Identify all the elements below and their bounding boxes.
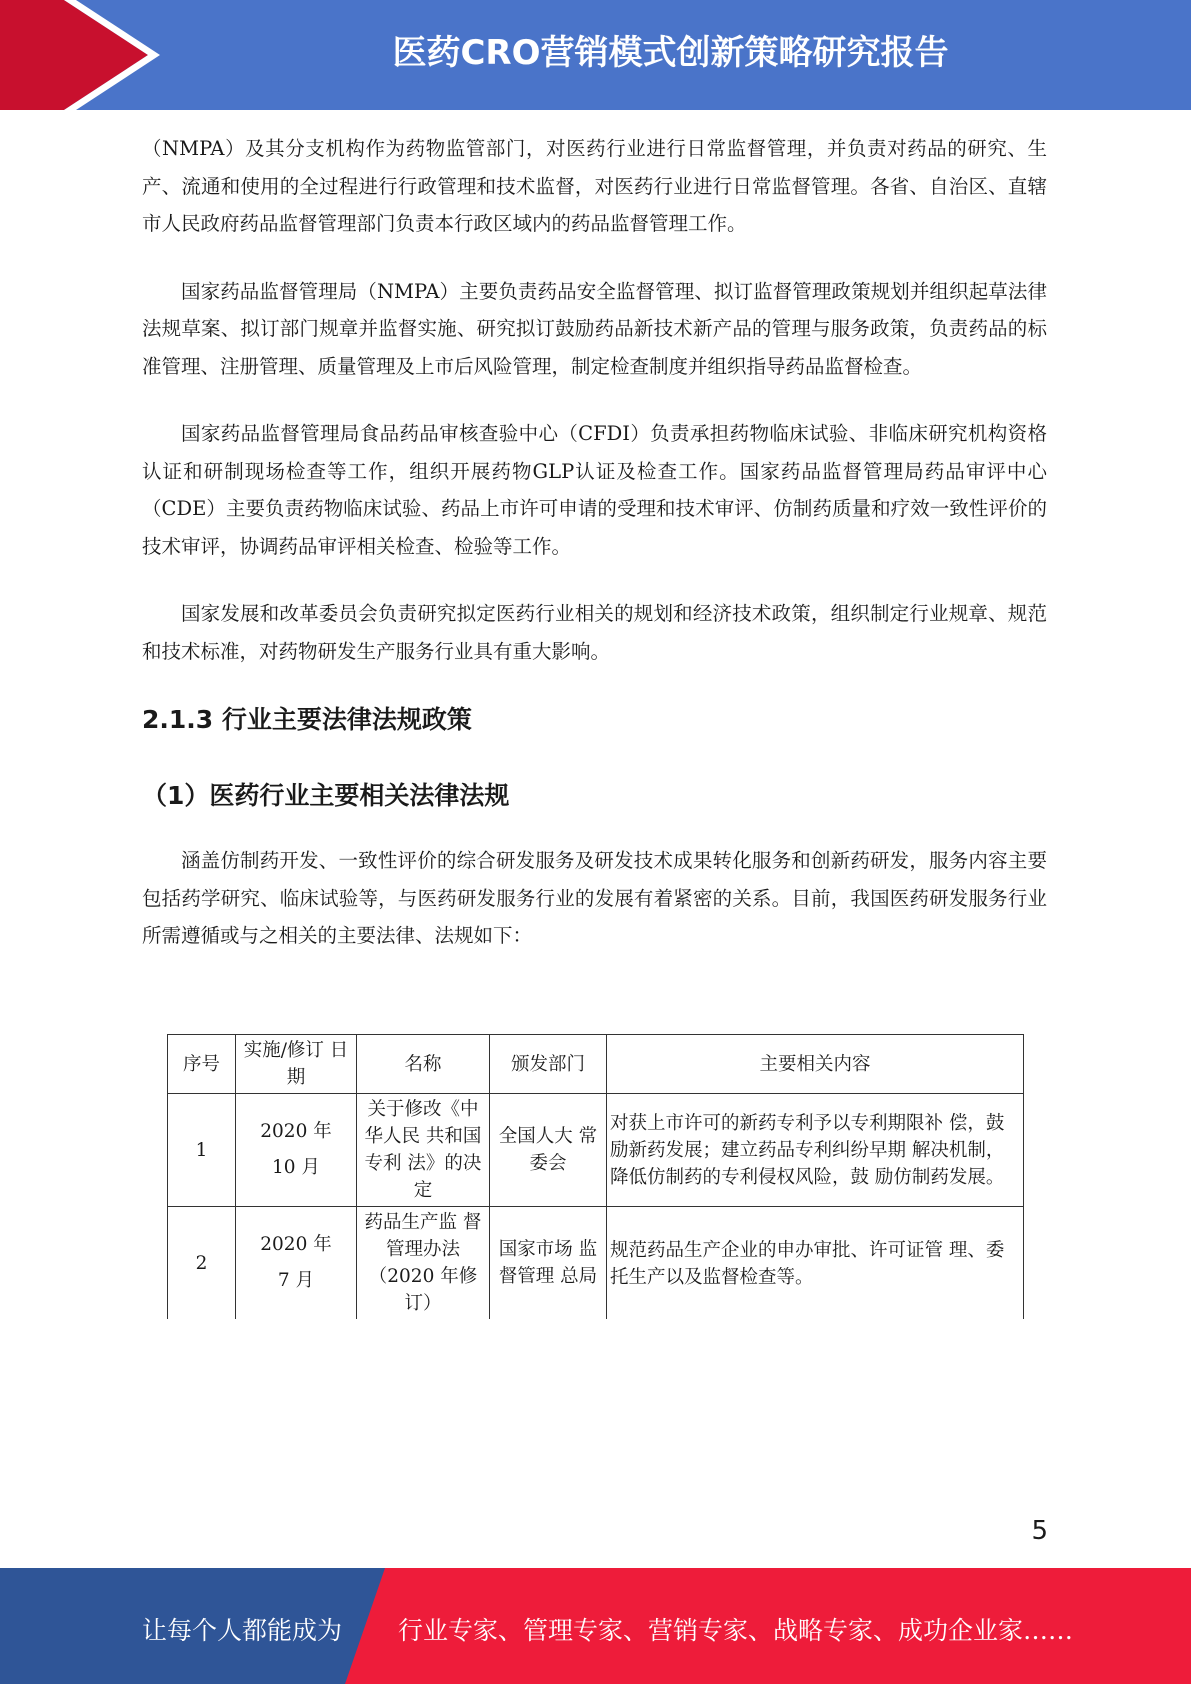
table-row: [168, 1207, 1024, 1320]
footer-slogan-left: 让每个人都能成为: [142, 1616, 343, 1645]
header-index: 序号: [168, 1035, 236, 1094]
report-title: 医药CRO营销模式创新策略研究报告: [392, 33, 949, 73]
header-issuer: 颁发部门: [490, 1035, 607, 1094]
cell-date: 2020 年 7 月: [236, 1207, 357, 1320]
paragraph-ndrc: 国家发展和改革委员会负责研究拟定医药行业相关的规划和经济技术政策，组织制定行业规章、规范和技术标准，对药物研发生产服务行业具有重大影响。: [142, 602, 1047, 663]
section-heading: 2.1.3 行业主要法律法规政策: [142, 705, 472, 734]
paragraph-cfdi-cde: 国家药品监督管理局食品药品审核查验中心（CFDI）负责承担药物临床试验、非临床研究机构资格认证和研制现场检查等工作，组织开展药物GLP认证及检查工作。国家药品监督管理局药品审评中心（CDE）主要负责药物临床试验、药品上市许可申请的受理和技术审评、仿制药质量和疗效一致性评价的技术审评，协调药品审评相关检查、检验等工作。: [142, 422, 1047, 558]
paragraph-intro: 涵盖仿制药开发、一致性评价的综合研发服务及研发技术成果转化服务和创新药研发，服务内容主要包括药学研究、临床试验等，与医药研发服务行业的发展有着紧密的关系。目前，我国医药研发服务行业所需遵循或与之相关的主要法律、法规如下：: [142, 849, 1047, 947]
laws-table: [167, 1034, 1024, 1319]
cell-content: 规范药品生产企业的申办审批、许可证管 理、委托生产以及监督检查等。: [607, 1207, 1024, 1320]
header-date: 实施/修订 日期: [236, 1035, 357, 1094]
cell-issuer: 全国人大 常委会: [490, 1094, 607, 1207]
cell-index: 2: [168, 1207, 236, 1320]
cell-content: 对获上市许可的新药专利予以专利期限补 偿，鼓励新药发展；建立药品专利纠纷早期 解决机制，降低仿制药的专利侵权风险，鼓 励仿制药发展。: [607, 1094, 1024, 1207]
cell-issuer: 国家市场 监督管理 总局: [490, 1207, 607, 1320]
cell-name: 关于修改《中华人民 共和国专利 法》的决定: [357, 1094, 490, 1207]
footer-slogan-right: 行业专家、管理专家、营销专家、战略专家、成功企业家……: [398, 1616, 1074, 1645]
cell-date: 2020 年 10 月: [236, 1094, 357, 1207]
paragraph-nmpa-duties: 国家药品监督管理局（NMPA）主要负责药品安全监督管理、拟订监督管理政策规划并组织起草法律法规草案、拟订部门规章并监督实施、研究拟订鼓励药品新技术新产品的管理与服务政策，负责药品的标准管理、注册管理、质量管理及上市后风险管理，制定检查制度并组织指导药品监督检查。: [142, 279, 1047, 378]
header-name: 名称: [357, 1035, 490, 1094]
cell-index: 1: [168, 1094, 236, 1207]
main-content: [142, 130, 1047, 955]
paragraph-nmpa-branches: （NMPA）及其分支机构作为药物监管部门，对医药行业进行日常监督管理，并负责对药品的研究、生产、流通和使用的全过程进行行政管理和技术监督，对医药行业进行日常监督管理。各省、自治区、直辖市人民政府药品监督管理部门负责本行政区域内的药品监督管理工作。: [142, 137, 1047, 235]
header-chevron-icon: [0, 0, 160, 110]
table-header-row: [168, 1035, 1024, 1094]
header-content: 主要相关内容: [607, 1035, 1024, 1094]
page-header: [0, 0, 1191, 110]
subsection-heading: （1）医药行业主要相关法律法规: [142, 781, 510, 810]
cell-name: 药品生产监 督管理办法（2020 年修订）: [357, 1207, 490, 1320]
page-number: 5: [1031, 1516, 1048, 1546]
table-row: [168, 1094, 1024, 1207]
